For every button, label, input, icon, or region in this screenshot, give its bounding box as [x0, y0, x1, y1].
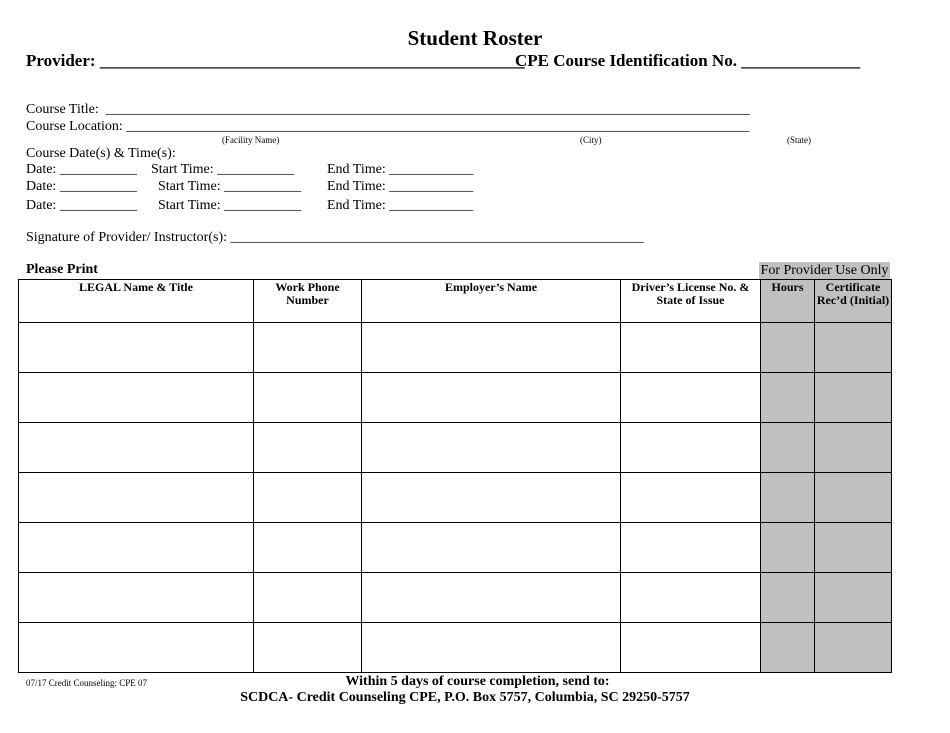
please-print-label: Please Print: [26, 262, 98, 277]
start-time-field[interactable]: Start Time: ___________: [158, 198, 302, 213]
cell-hours[interactable]: [761, 473, 815, 523]
date-field[interactable]: Date: ___________: [26, 179, 137, 194]
cell-hours[interactable]: [761, 523, 815, 573]
cell-phone[interactable]: [254, 573, 362, 623]
roster-table: [18, 279, 892, 673]
provider-field[interactable]: Provider: __________________________________________________: [26, 51, 525, 70]
column-header-legal-name: LEGAL Name & Title: [19, 280, 254, 323]
cell-name[interactable]: [19, 573, 254, 623]
course-location-field[interactable]: Course Location: _________________________________________________________________________________________: [26, 119, 750, 134]
cell-name[interactable]: [19, 523, 254, 573]
cell-name[interactable]: [19, 623, 254, 673]
course-dates-label: Course Date(s) & Time(s):: [26, 146, 176, 161]
cell-hours[interactable]: [761, 323, 815, 373]
cell-employer[interactable]: [362, 323, 621, 373]
cell-phone[interactable]: [254, 423, 362, 473]
table-row: [19, 523, 892, 573]
table-row: [19, 573, 892, 623]
column-header-hours: Hours: [761, 280, 815, 323]
end-time-field[interactable]: End Time: ____________: [327, 198, 474, 213]
course-title-field[interactable]: Course Title: ____________________________________________________________________________________________: [26, 102, 750, 117]
cell-employer[interactable]: [362, 573, 621, 623]
column-header-work-phone: Work Phone Number: [254, 280, 362, 323]
cell-certificate[interactable]: [815, 473, 892, 523]
cell-name[interactable]: [19, 473, 254, 523]
date-field[interactable]: Date: ___________: [26, 162, 137, 177]
cell-license[interactable]: [621, 473, 761, 523]
cell-certificate[interactable]: [815, 523, 892, 573]
cell-phone[interactable]: [254, 323, 362, 373]
city-caption: (City): [580, 135, 602, 145]
cell-certificate[interactable]: [815, 623, 892, 673]
cell-certificate[interactable]: [815, 423, 892, 473]
facility-name-caption: (Facility Name): [222, 135, 280, 145]
signature-field[interactable]: Signature of Provider/ Instructor(s): ___________________________________________________________: [26, 230, 644, 245]
table-row: [19, 473, 892, 523]
cpe-course-id-field[interactable]: CPE Course Identification No. ______________: [515, 51, 861, 70]
cell-phone[interactable]: [254, 623, 362, 673]
column-header-certificate: Certificate Rec’d (Initial): [815, 280, 892, 323]
state-caption: (State): [787, 135, 811, 145]
cell-phone[interactable]: [254, 373, 362, 423]
cell-license[interactable]: [621, 623, 761, 673]
cell-certificate[interactable]: [815, 323, 892, 373]
cell-employer[interactable]: [362, 473, 621, 523]
cell-hours[interactable]: [761, 573, 815, 623]
cell-employer[interactable]: [362, 373, 621, 423]
cell-name[interactable]: [19, 323, 254, 373]
cell-phone[interactable]: [254, 523, 362, 573]
cell-hours[interactable]: [761, 423, 815, 473]
mailing-address: SCDCA- Credit Counseling CPE, P.O. Box 5757, Columbia, SC 29250-5757: [240, 690, 690, 705]
cell-certificate[interactable]: [815, 373, 892, 423]
start-time-field[interactable]: Start Time: ___________: [151, 162, 295, 177]
cell-license[interactable]: [621, 573, 761, 623]
start-time-field[interactable]: Start Time: ___________: [158, 179, 302, 194]
column-header-drivers-license: Driver’s License No. & State of Issue: [621, 280, 761, 323]
table-row: [19, 373, 892, 423]
cell-name[interactable]: [19, 423, 254, 473]
cell-hours[interactable]: [761, 623, 815, 673]
table-row: [19, 623, 892, 673]
date-field[interactable]: Date: ___________: [26, 198, 137, 213]
send-instructions: Within 5 days of course completion, send to:: [345, 674, 610, 689]
table-header-row: [19, 280, 892, 323]
cell-license[interactable]: [621, 423, 761, 473]
form-id-label: 07/17 Credit Counseling: CPE 07: [26, 678, 148, 688]
cell-license[interactable]: [621, 373, 761, 423]
cell-phone[interactable]: [254, 473, 362, 523]
cell-license[interactable]: [621, 523, 761, 573]
cell-name[interactable]: [19, 373, 254, 423]
cell-hours[interactable]: [761, 373, 815, 423]
end-time-field[interactable]: End Time: ____________: [327, 179, 474, 194]
cell-employer[interactable]: [362, 623, 621, 673]
cell-license[interactable]: [621, 323, 761, 373]
table-row: [19, 323, 892, 373]
cell-employer[interactable]: [362, 523, 621, 573]
table-row: [19, 423, 892, 473]
provider-use-only-label: For Provider Use Only: [760, 263, 889, 278]
cell-certificate[interactable]: [815, 573, 892, 623]
page-title: Student Roster: [407, 26, 543, 50]
column-header-employer: Employer’s Name: [362, 280, 621, 323]
end-time-field[interactable]: End Time: ____________: [327, 162, 474, 177]
cell-employer[interactable]: [362, 423, 621, 473]
